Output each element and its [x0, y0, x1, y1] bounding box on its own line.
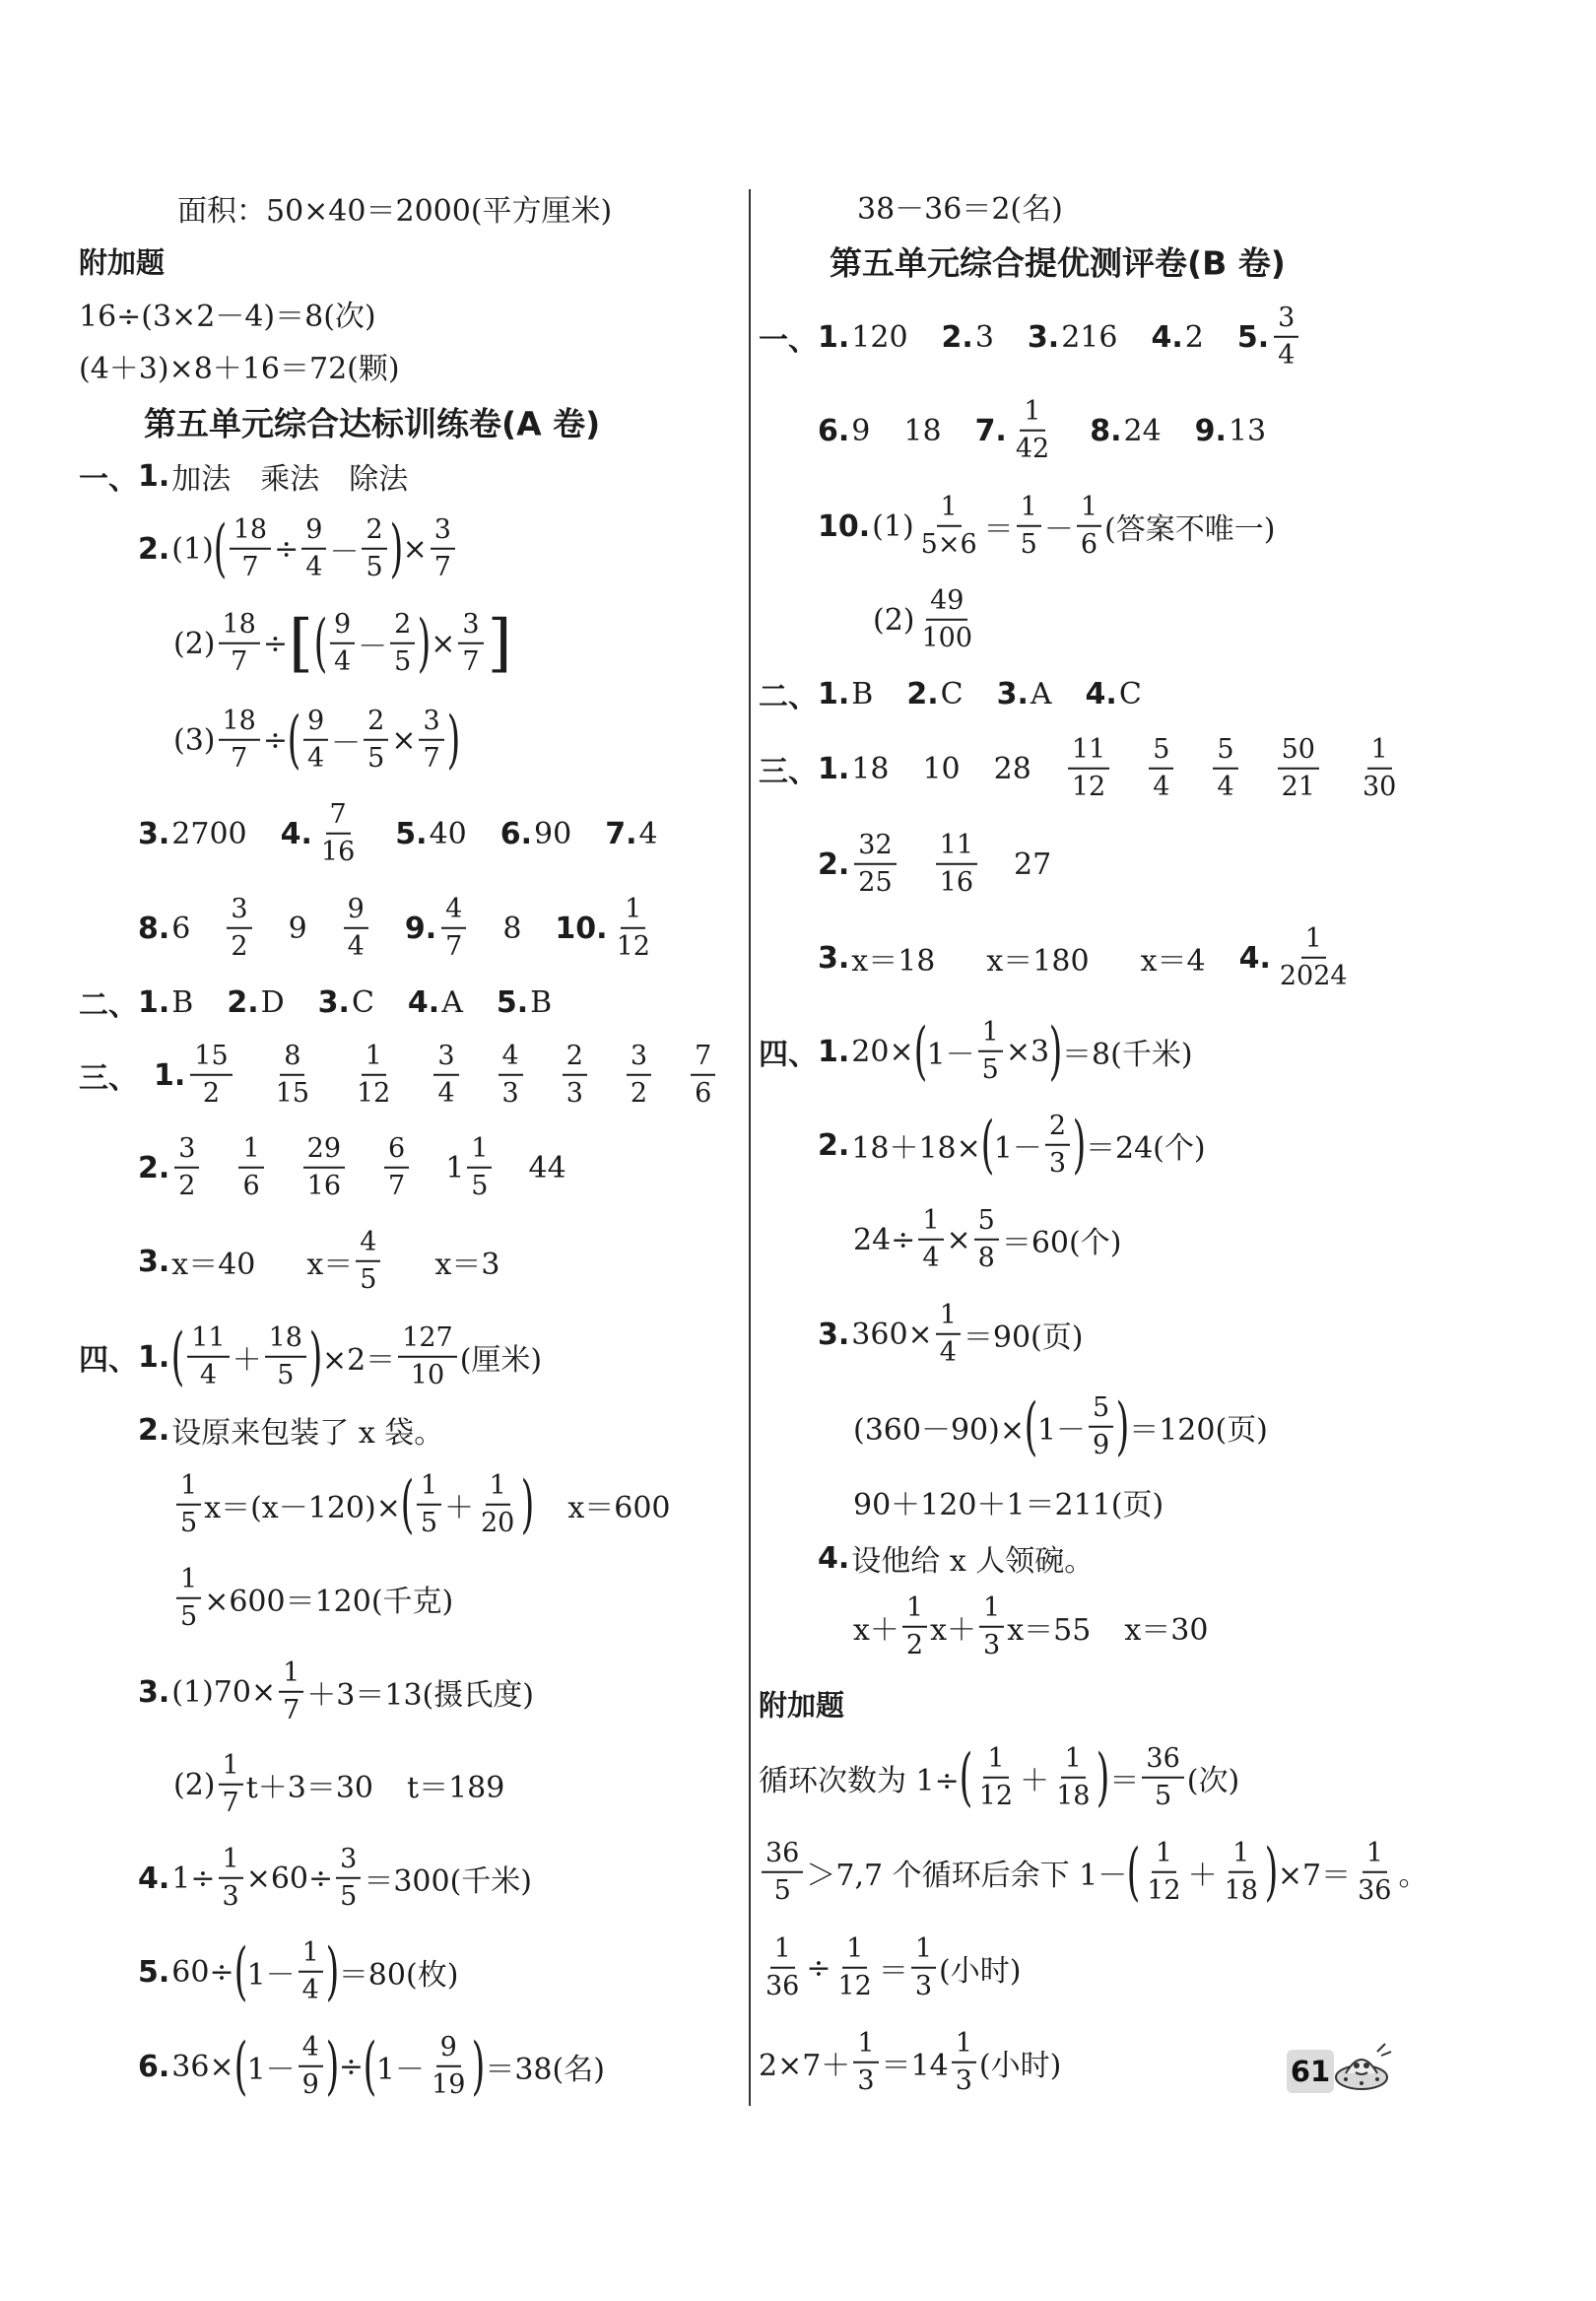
part-2: 二、 1. B 2. D 3. C 4. A 5. B: [79, 984, 553, 1023]
fraction: $\frac{3}{7}$: [431, 515, 455, 582]
part-1-q8-q10: 8. 6 3 2 9 9 4 9. 4 7 8 10. 1 12: [138, 895, 657, 962]
part-1-q2-a1: 2. (1) ( $\frac{18}{7}$ ÷ $\frac{9}{4}$ － 2 5 ) × $\frac{3}{7}$: [138, 515, 458, 582]
fraction: $\frac{18}{7}$: [230, 515, 271, 582]
fraction: $\frac{18}{7}$: [219, 707, 260, 774]
fraction: $\frac{2}{5}$: [364, 707, 388, 774]
part-1-q10-a1: 10. (1) 1 5×6 ＝ 1 5 － 1 6 (答案不唯一): [818, 491, 1276, 560]
fraction: $\frac{3}{7}$: [419, 707, 443, 774]
fraction: 3 2: [227, 895, 251, 962]
part-4-b-q4-eq1: x＋ 1 2 x＋ 1 3 x＝55 x＝30: [853, 1591, 1209, 1660]
part-4-b-q3-eq3: 90＋120＋1＝211(页): [853, 1488, 1164, 1523]
fraction: 1 12: [616, 893, 650, 962]
extra-heading-b: 附加题: [759, 1688, 845, 1723]
part-3-b-q2: 2. 32 25 11 16 27: [818, 829, 1052, 898]
part-3-q1: 三、 1. 15 2 8 15 1 12 3 4 4 3 2 3 3 2 7 6: [79, 1042, 718, 1109]
part-1-q2-a3: (3) $\frac{18}{7}$ ÷ ( 9 4 － $\frac{2}{5}$ × $\frac{3}{7}$ ): [173, 704, 461, 777]
fraction: 9 4: [344, 895, 368, 962]
part-4-b-q2-eq1: 2. 18＋18× ( 1－ 2 3 ) ＝24(个): [818, 1109, 1206, 1182]
section-title-b: 第五单元综合提优测评卷(B 卷): [830, 243, 1286, 283]
part-4-q3-eq2: (2) 1 7 t＋3＝30 t＝189: [173, 1749, 505, 1818]
part-4-b-q2-eq2: 24÷ $\frac{1}{4}$ × $\frac{5}{8}$ ＝60(个): [853, 1204, 1122, 1273]
carry-over-line: 38－36＝2(名): [857, 192, 1063, 227]
part-4-b-q1: 四、 1. 20× ( 1－ $\frac{1}{5}$ ×3 ) ＝8(千米): [759, 1015, 1193, 1088]
part-1-q2-a2: (2) $\frac{18}{7}$ ÷ [ ( 9 4 － 2 5 ) × $\frac{3}{7}$ ]: [173, 607, 512, 680]
part-4-b-q3-eq1: 3. 360× $\frac{1}{4}$ ＝90(页): [818, 1299, 1084, 1368]
fraction: 4 7: [441, 895, 466, 962]
part-4-q5: 5. 60÷ ( 1－ 1 4 ) ＝80(枚): [138, 1935, 459, 2008]
part-1-q10-a2: (2) 49 100: [873, 584, 973, 653]
part-4-b-q4-setup: 4. 设他给 x 人领碗。: [818, 1540, 1095, 1579]
extra-line-1: 16÷(3×2－4)＝8(次): [79, 300, 376, 334]
part-4-q2-eq2: $\frac{1}{5}$ ×600＝120(千克): [173, 1565, 453, 1632]
part-1-r2: 6. 9 18 7. 1 42 8. 24 9. 13: [818, 395, 1267, 464]
fraction: $\frac{9}{4}$: [301, 515, 326, 582]
part-3-b-q3-q4: 3. x＝18 x＝180 x＝4 4. 1 2024: [818, 922, 1348, 991]
fraction: 7 16: [320, 798, 356, 867]
part-2-b: 二、 1. B 2. C 3. A 4. C: [759, 676, 1142, 714]
area-line: 面积：50×40＝2000(平方厘米): [177, 194, 613, 229]
part-4-q4: 4. 1÷ $\frac{1}{3}$ ×60÷ $\frac{3}{5}$ ＝300(千米): [138, 1843, 533, 1912]
extra-line-2: (4＋3)×8＋16＝72(颗): [79, 352, 400, 386]
part-4-q1: 四、 1. ( 11 4 ＋ 18 5 ) ×2＝ 127 10 (厘米): [79, 1320, 543, 1393]
fraction: 9 4: [303, 707, 328, 774]
fraction: 2 5: [362, 515, 386, 582]
extra-b-line-4: 2×7＋ 1 3 ＝14 1 3 (小时): [759, 2027, 1062, 2096]
page-number: 61: [1287, 2050, 1334, 2093]
fraction: $\frac{3}{7}$: [458, 610, 483, 677]
extra-b-line-1: 循环次数为 1÷ ( 1 12 ＋ 1 18 ) ＝ 36 5 (次): [759, 1741, 1240, 1814]
ufo-mascot-icon: [1332, 2040, 1395, 2099]
column-divider: [749, 189, 751, 2106]
fraction: 9 4: [330, 610, 355, 677]
part-3-q2: 2. 3 2 1 6 29 16 6 7 1 1 5 44: [138, 1132, 566, 1201]
extra-heading: 附加题: [79, 245, 166, 280]
part-4-q2-eq1: 1 5 x＝(x－120)× ( 1 5 ＋ 1 20 ) x＝600: [173, 1471, 671, 1538]
part-4-b-q3-eq2: (360－90)× ( 1－ 5 9 ) ＝120(页): [853, 1390, 1268, 1463]
part-3-b-q1: 三、 1. 18 10 28 11 12 5 4 5 4 50 21 1 30: [759, 733, 1397, 802]
part-4-q3-eq1: 3. (1)70× $\frac{1}{7}$ ＋3＝13(摄氏度): [138, 1657, 534, 1726]
extra-b-line-2: 36 5 ＞7,7 个循环后余下 1－ ( 1 12 ＋ 1 18 ) ×7＝ 1 36 。: [759, 1839, 1428, 1906]
part-1-r1: 一、 1. 120 2. 3 3. 216 4. 2 5. 3 4: [759, 304, 1301, 371]
part-4-q6: 6. 36× ( 1－ 4 9 ) ÷ ( 1－ 9 19 ) ＝38(名): [138, 2030, 605, 2103]
section-title-a: 第五单元综合达标训练卷(A 卷): [144, 404, 601, 443]
fraction: 2 5: [390, 610, 415, 677]
part-3-q3: 3. x＝40 x＝ 4 5 x＝3: [138, 1226, 500, 1295]
fraction: $\frac{18}{7}$: [219, 610, 260, 677]
part-1-q3-q7: 3. 2700 4. 7 16 5. 40 6. 90 7. 4: [138, 798, 658, 867]
extra-b-line-3: $\frac{1}{36}$ ÷ $\frac{1}{12}$ ＝ 1 3 (小时): [765, 1932, 1022, 2001]
part-1-q1: 一、 1. 加法 乘法 除法: [79, 458, 409, 497]
part-4-q2-setup: 2. 设原来包装了 x 袋。: [138, 1412, 444, 1451]
